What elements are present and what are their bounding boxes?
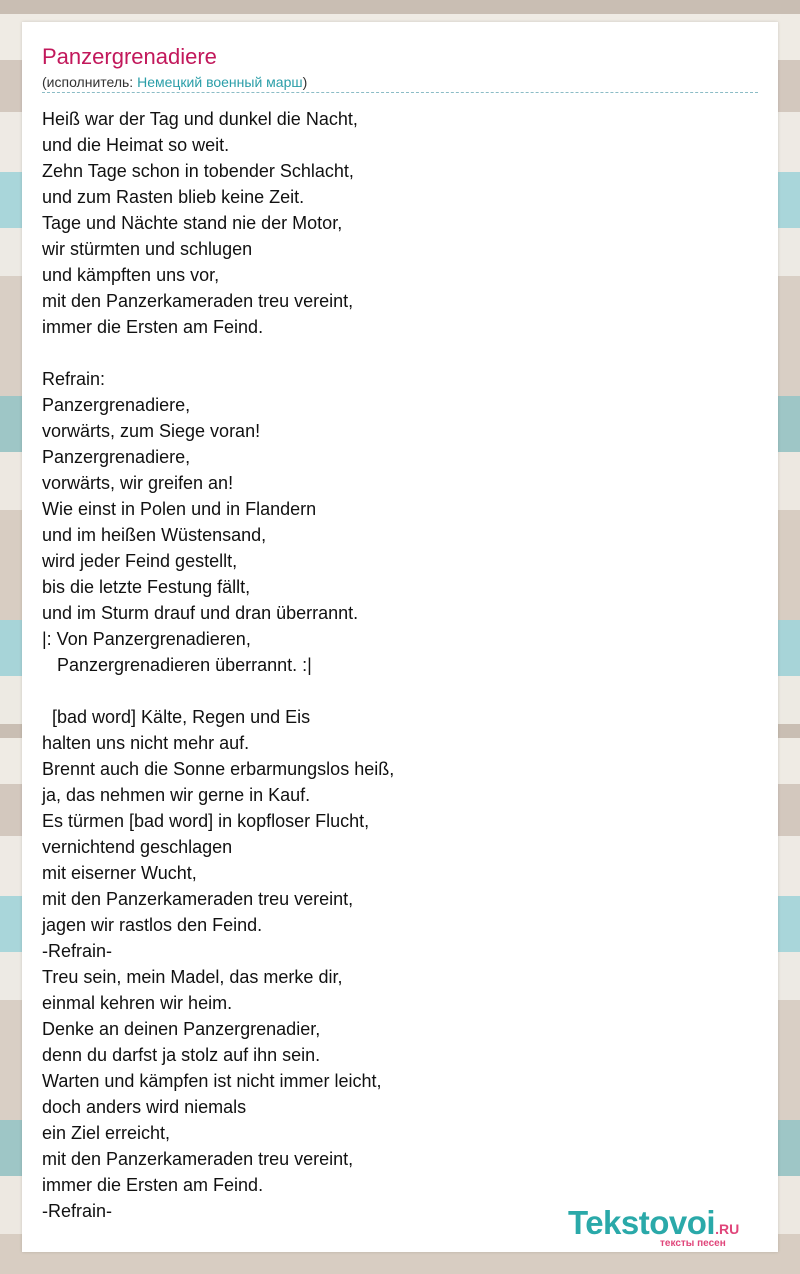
logo-name: Tekstovoi	[568, 1204, 716, 1241]
meta-suffix: )	[302, 74, 308, 90]
logo-tagline: тексты песен	[660, 1238, 726, 1249]
artist-link[interactable]: Немецкий военный марш	[137, 74, 303, 90]
song-lyrics: Heiß war der Tag und dunkel die Nacht, und die Heimat so weit. Zehn Tage schon in tobender Schlacht, und zum Rasten blieb keine Zeit. Tage und Nächte stand nie der Motor, wir stürmten und schlugen und kämpften uns vor, mit den Panzerkameraden treu vereint, immer die Ersten am Feind. Refrain: Panzergrenadiere, vorwärts, zum Siege voran! Panzergrenadiere, vorwärts, wir greifen an! Wie einst in Polen und in Flandern und im heißen Wüstensand, wird jeder Feind gestellt, bis die letzte Festung fällt, und im Sturm drauf und dran überrannt. |: Von Panzergrenadieren, Panzergrenadieren überrannt. :| [bad word] Kälte, Regen und Eis halten uns nicht mehr auf. Brennt auch die Sonne erbarmungslos heiß, ja, das nehmen wir gerne in Kauf. Es türmen [bad word] in kopfloser Flucht, vernichtend geschlagen mit eiserner Wucht, mit den Panzerkameraden treu vereint, jagen wir rastlos den Feind. -Refrain- Treu sein, mein Madel, das merke dir, einmal kehren wir heim. Denke an deinen Panzergrenadier, denn du darfst ja stolz auf ihn sein. Warten und kämpfen ist nicht immer leicht, doch anders wird niemals ein Ziel erreicht, mit den Panzerkameraden treu vereint, immer die Ersten am Feind. -Refrain-	[42, 109, 395, 1221]
meta-prefix: (исполнитель:	[42, 74, 138, 90]
site-logo[interactable]	[568, 1204, 778, 1249]
song-meta	[42, 73, 307, 91]
logo-tld: .RU	[715, 1221, 740, 1237]
song-title: Panzergrenadiere	[42, 44, 217, 69]
lyrics-card	[22, 22, 778, 1252]
dashed-divider	[42, 92, 758, 93]
